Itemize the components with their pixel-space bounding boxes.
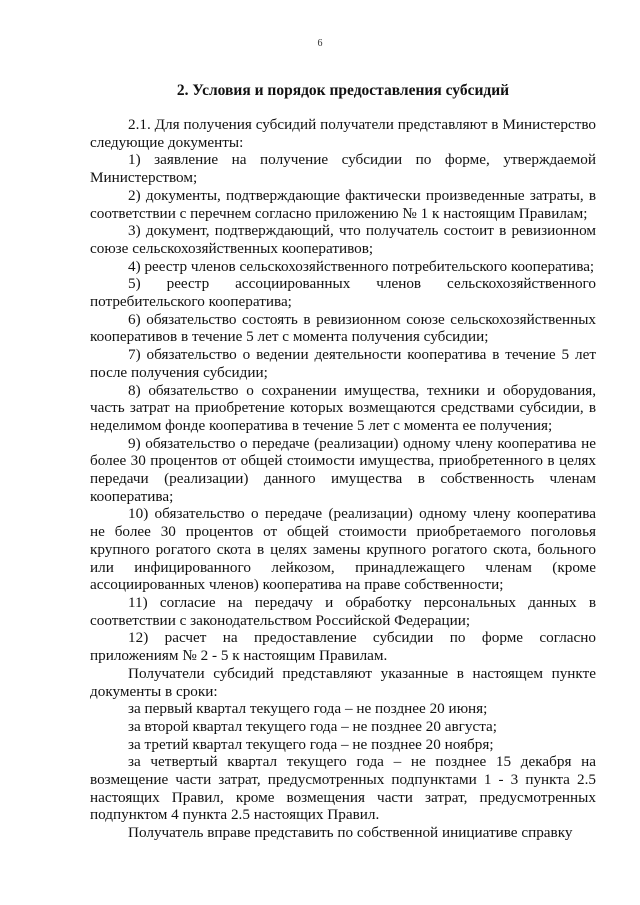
section-title: 2. Условия и порядок предоставления субсидий — [176, 82, 510, 99]
list-item-4: 4) реестр членов сельскохозяйственного потребительского кооператива; — [128, 257, 595, 275]
list-item-9: 9) обязательство о передаче (реализации) одному члену кооператива не более 30 процентов от общей стоимости имущества, приобретенного в целях передачи (реализации) данного имущества в собственность членам кооператива; — [90, 434, 596, 505]
list-item-6: 6) обязательство состоять в ревизионном союзе сельскохозяйственных кооперативов в течение 5 лет с момента получения субсидии; — [90, 310, 596, 346]
list-item-5: 5) реестр ассоциированных членов сельскохозяйственного потребительского кооператива; — [90, 275, 596, 311]
deadlines-intro: Получатели субсидий представляют указанные в настоящем пункте документы в сроки: — [90, 664, 596, 700]
deadline-q4: за четвертый квартал текущего года – не позднее 15 декабря на возмещение части затрат, предусмотренных подпунктами 1 - 3 пункта 2.5 настоящих Правил, кроме возмещения части затрат, предусмотренных подпунктом 4 пункта 2.5 настоящих Правил. — [90, 753, 596, 824]
paragraph-initiative: Получатель вправе представить по собственной инициативе справку — [128, 824, 573, 842]
page-number: 6 — [317, 38, 323, 49]
deadline-q3: за третий квартал текущего года – не позднее 20 ноября; — [128, 735, 494, 753]
list-item-7: 7) обязательство о ведении деятельности кооператива в течение 5 лет после получения субсидии; — [90, 346, 596, 381]
deadline-q1: за первый квартал текущего года – не позднее 20 июня; — [128, 700, 488, 718]
list-item-8: 8) обязательство о сохранении имущества, техники и оборудования, часть затрат на приобретение которых возмещаются средствами субсидии, в неделимом фонде кооператива в течение 5 лет с момента ее получения; — [90, 381, 596, 434]
document-body — [90, 116, 596, 842]
deadline-q2: за второй квартал текущего года – не позднее 20 августа; — [128, 717, 497, 735]
list-item-12: 12) расчет на предоставление субсидии по форме согласно приложениям № 2 - 5 к настоящим Правилам. — [90, 629, 596, 665]
list-item-10: 10) обязательство о передаче (реализации) одному члену кооператива не более 30 процентов от общей стоимости приобретаемого поголовья крупного рогатого скота в целях замены крупного рогатого скота, больного или инфицированного лейкозом, принадлежащего членам (кроме ассоциированных членов) кооператива на праве собственности; — [90, 505, 596, 594]
list-item-11: 11) согласие на передачу и обработку персональных данных в соответствии с законодательством Российской Федерации; — [90, 593, 596, 629]
list-item-1: 1) заявление на получение субсидии по форме, утверждаемой Министерством; — [90, 151, 596, 187]
paragraph-2-1: 2.1. Для получения субсидий получатели представляют в Министерство следующие документы: — [90, 116, 596, 151]
list-item-3: 3) документ, подтверждающий, что получатель состоит в ревизионном союзе сельскохозяйственных кооперативов; — [90, 222, 596, 257]
list-item-2: 2) документы, подтверждающие фактически произведенные затраты, в соответствии с перечнем согласно приложению № 1 к настоящим Правилам; — [90, 186, 596, 222]
